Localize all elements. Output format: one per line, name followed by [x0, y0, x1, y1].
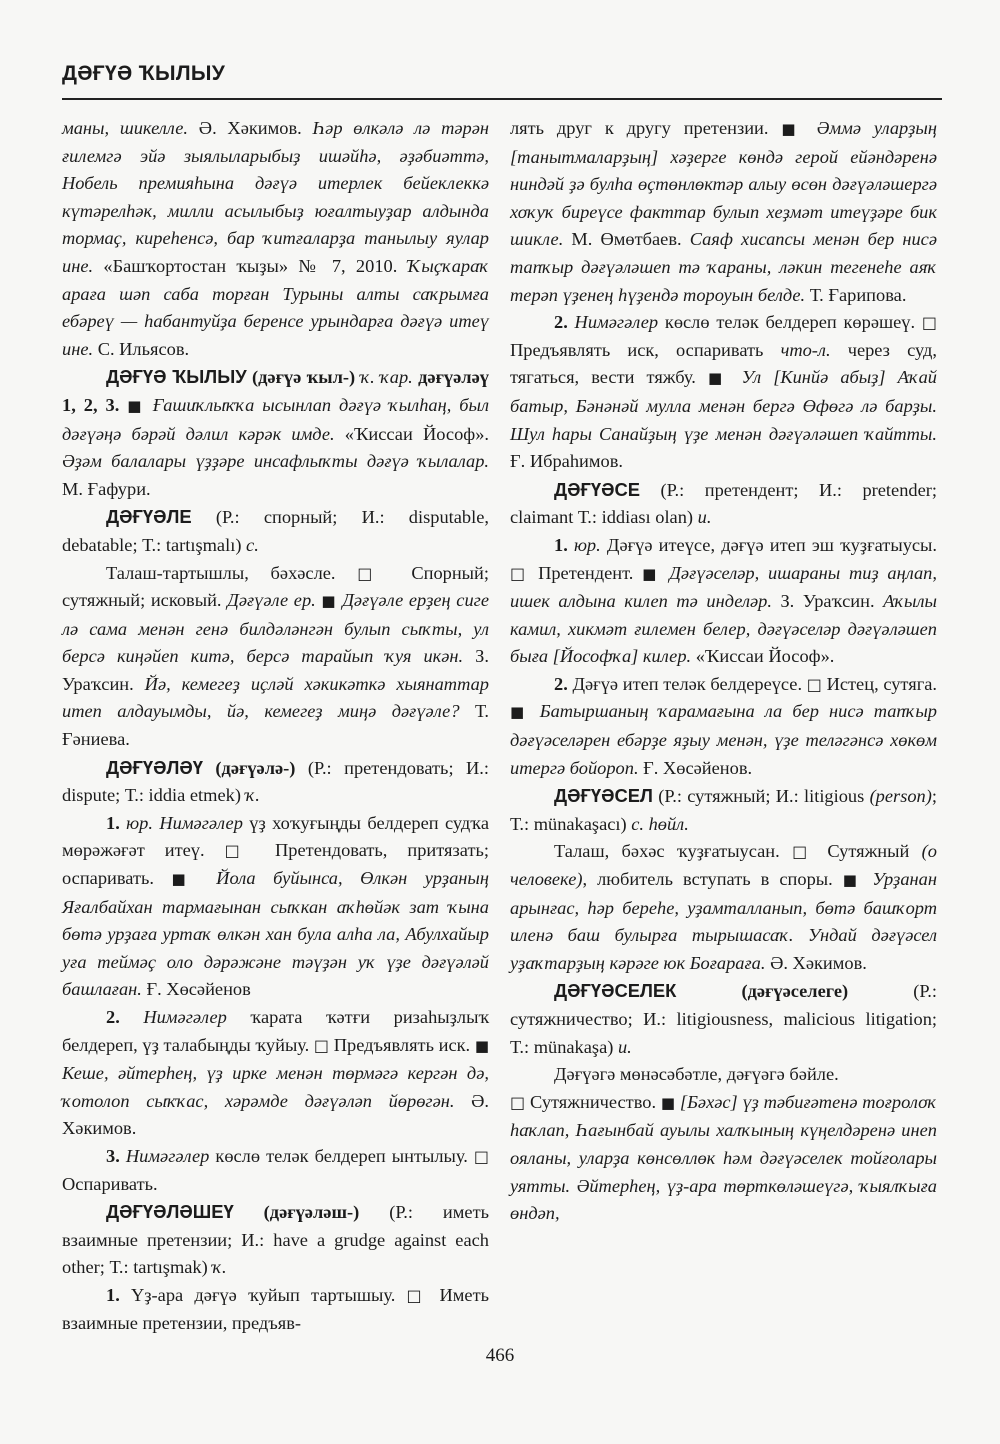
russian-equivalent: Предъявлять иск, оспаривать: [510, 339, 781, 360]
left-column: [62, 115, 489, 1337]
source: «Башҡортостан ҡыҙы» № 7, 2010.: [93, 255, 408, 276]
grammar-form: (дәғүә ҡыл-): [246, 367, 361, 388]
object-marker: Нимәгәлер: [567, 312, 659, 333]
source: Т. Ғәниева.: [62, 701, 489, 750]
page-number: 466: [485, 1345, 515, 1366]
black-square-icon: ■: [707, 369, 730, 388]
source: Ә. Хәкимов.: [188, 118, 313, 138]
russian-equivalent: лять друг к другу претензии.: [510, 118, 782, 138]
white-square-icon: □: [921, 313, 937, 333]
definition: көслө теләк белдереп көрәшеү.: [658, 312, 922, 333]
sense-2: [62, 1004, 489, 1143]
source: М. Өмөтбаев.: [563, 229, 690, 250]
definition: Талаш-тартышлы, бәхәсле.: [106, 562, 358, 583]
source: З. Ураҡсин.: [62, 646, 489, 694]
white-square-icon: □: [510, 563, 530, 583]
russian-equivalent: Спорный; сутяжный; исковый.: [62, 562, 489, 611]
right-column: [510, 115, 937, 1228]
pos-label: ҡ.: [212, 1257, 227, 1278]
object-marker: Нимәгәлер: [119, 1145, 210, 1166]
example-text: Ҡыҫҡараҡ араға шәп саба торған Турыны алты саҡрымға ебәреү — һабантуйҙа беренсе урындарға дәғүә итеү ине.: [62, 255, 489, 359]
example-text: Ул [Кинйә абыҙ] Аҡай батыр, Бәнәнәй мулла менән бергә Өфөгә лә барҙы. Шул һары Санайҙың үҙе менән дәғүәләшеп ҡайтты.: [510, 367, 937, 444]
entry-dauyasel: [510, 782, 937, 838]
entry-translation: [510, 1089, 937, 1228]
white-square-icon: □: [357, 563, 390, 583]
source: Т. Ғарипова.: [805, 284, 907, 305]
usage-label: юр.: [119, 812, 160, 833]
equivalents: (Р.: иметь взаимные претензии; И.: have a grudge against each other; Т.: tartışmak): [62, 1202, 489, 1278]
source: С. Ильясов.: [93, 338, 190, 359]
white-square-icon: □: [313, 1035, 330, 1055]
example-text: Кеше, әйтерһең, үҙ ирке менән төрмәгә кергән дә, ҡотолоп сыҡҡас, хәрәмде дәғүәләп йөрөгән.: [62, 1063, 489, 1111]
equivalents: ; Т.: münakaşacı): [510, 786, 937, 834]
example-text: Саяф хисапсы менән бер нисә тапҡыр дәғүәләшеп тә ҡараны, ләкин тегенеһе аяҡ терәп үҙенең һүҙендә тороуын белде.: [510, 229, 937, 305]
white-square-icon: □: [792, 842, 815, 862]
russian-equivalent: , любитель вступать в споры.: [582, 869, 843, 890]
russian-equivalent: Предъявлять иск.: [329, 1034, 475, 1055]
black-square-icon: ■: [842, 871, 863, 890]
grammar-form: (дәғүәселеге): [676, 981, 914, 1002]
sense-1: [510, 532, 937, 671]
definition: Үҙ-ара дәғүә ҡуйып тартышыу.: [119, 1284, 407, 1305]
russian-equivalent: Претендовать, притязать; оспаривать.: [62, 840, 489, 889]
entry-dauyalau: [62, 754, 489, 810]
example-text: Дәғүәле ерҙең сиге лә сама менән генә билдәләнгән булып сыҡты, ул берсә киңәйеп китә, берсә тарайып ҡуя икән.: [62, 590, 489, 667]
cross-reference: дәғүәләү 1, 2, 3.: [62, 367, 489, 415]
russian-equivalent: Претендент.: [529, 562, 643, 583]
source: Ғ. Хөсәйенов.: [638, 757, 753, 778]
sense-3: [62, 1143, 489, 1198]
definition: үҙ хоҡуғыңды белдереп судҡа мөрәжәғәт итеү.: [62, 812, 489, 861]
sense-1: [62, 1282, 489, 1337]
equivalents: (Р.: претендовать; И.: dispute; Т.: iddia etmek): [62, 757, 489, 806]
russian-equivalent: Сутяжный: [814, 841, 922, 862]
example-text: Әммә уларҙың [танытмаларҙың] хәҙерге көндә герой ейәндәренә ниндәй ҙә булһа өҫтөнлөктәр алыу өсөн дәғүәләшергә хоҡуҡ биреүсе факттар булып хеҙмәт итеүҙәре бик шикле.: [510, 118, 937, 250]
white-square-icon: □: [806, 674, 822, 694]
white-square-icon: □: [473, 1146, 489, 1166]
headword: ДӘҒҮӘЛӘШЕҮ: [106, 1201, 234, 1223]
sense-number: 1.: [106, 1284, 120, 1305]
example-text: Һәр өлкәлә лә тәрән ғилемгә эйә зыялыларыбыҙ ишәйһә, әҙәбиәттә, Нобель премияһына дәғүә итерлек бейеклеккә күтәрелһәк, милли асылыбыҙ юғалтыуҙар алдында тормаҫ, киреһенсә, бар ҡитғаларҙа танылыу яулар ине.: [62, 118, 490, 276]
sense-2: [510, 309, 937, 476]
headword: ДӘҒҮӘСЕЛ: [554, 785, 653, 807]
entry-dauyaselek: [510, 977, 937, 1061]
definition: Дәғүәгә мөнәсәбәтле, дәғүәгә бәйле.: [554, 1064, 839, 1085]
entry-definition: [510, 1061, 937, 1089]
source: З. Ураҡсин.: [771, 591, 884, 612]
source: «Ҡиссаи Йософ».: [334, 423, 489, 444]
black-square-icon: ■: [510, 703, 530, 722]
black-square-icon: ■: [171, 870, 199, 889]
equivalents-note: (person): [869, 786, 932, 807]
headword: ДӘҒҮӘСЕЛЕК: [554, 980, 677, 1002]
entry-continuation: [510, 115, 937, 309]
entry-dauyase: [510, 476, 937, 532]
sense-1: [62, 810, 489, 1004]
example-text: Урҙанан арынғас, һәр береһе, уҙамталланып, бөтә башҡорт иленә баш булырға тырышасаҡ. Ундай дәғүәсел уҙаҡтарҙың кәрәге юк Боғараға.: [510, 869, 937, 973]
grammar-form: (дәғүәлә-): [202, 757, 308, 778]
black-square-icon: ■: [642, 564, 661, 583]
sense-number: 1.: [554, 534, 568, 555]
black-square-icon: ■: [321, 592, 337, 611]
object-marker: Нимәгәлер: [159, 812, 243, 833]
grammar-form: (дәғүәләш-): [233, 1202, 390, 1223]
russian-equivalent: Истец, сутяга.: [821, 673, 937, 694]
sense-number: 2.: [554, 673, 568, 694]
russian-equivalent-note: что-л.: [780, 339, 831, 360]
entry-dauyalasheu: [62, 1198, 489, 1282]
object-marker: Нимәгәлер: [119, 1007, 227, 1027]
sense-number: 3.: [106, 1145, 120, 1166]
definition: Дәғүә итеүсе, дәғүә итеп эш ҡуҙғатыусы.: [600, 534, 938, 555]
black-square-icon: ■: [127, 396, 145, 415]
pos-label: с. һөйл.: [631, 813, 689, 834]
entry-dauyale: [62, 503, 489, 559]
example-text: Ғашиҡлыҡҡа ысынлап дәғүә ҡылһаң, был дәғүәңә бәрәй дәлил кәрәк имде.: [62, 394, 489, 444]
sense-number: 2.: [554, 312, 568, 333]
black-square-icon: ■: [660, 1093, 676, 1112]
phrase: Дәғүәле ер.: [227, 590, 316, 611]
definition: Талаш, бәхәс ҡуҙғатыусан.: [554, 841, 793, 862]
russian-equivalent: через суд, тягаться, вести тяжбу.: [510, 339, 937, 388]
example-text: Йола буйынса, Өлкән урҙаның Яғалбайхан тармағынан сыҡкан аҡһөйәк зат ҡына бөтә урҙаға уртаҡ өлкән хан була алһа ла, Абулхайыр уға теймәҫ оло дәрәжәне тәүҙән уҡ үҙе дәғүәләй башлаған.: [62, 868, 489, 1000]
example-text: Батыршаның ҡарамағына ла бер нисә тапҡыр дәғүәселәрен ебәрҙе яҙыу менән, үҙе теләгәнсә хөкөм итергә бойороп.: [510, 701, 937, 778]
example-text: Әҙәм балалары үҙҙәре инсафлыҡты дәғүә ҡылалар.: [62, 451, 489, 472]
white-square-icon: □: [406, 1285, 429, 1305]
equivalents: (Р.: претендент; И.: pretender; claimant Т.: iddiası olan): [510, 479, 937, 528]
definition: ҡарата ҡәтғи ризаһыҙлыҡ белдереп, үҙ талабыңды ҡуйыу.: [62, 1007, 489, 1055]
sense-number: 1.: [106, 812, 120, 833]
russian-equivalent-note: (о человеке): [510, 841, 937, 890]
headword: ДӘҒҮӘЛӘҮ: [106, 756, 203, 778]
headword: ДӘҒҮӘСЕ: [554, 478, 641, 500]
russian-equivalent: Оспаривать.: [62, 1173, 158, 1194]
pos-label: и.: [617, 1036, 632, 1057]
source: Ә. Хәкимов.: [765, 952, 867, 973]
source: Ғ. Ибраһимов.: [510, 451, 623, 472]
definition: көслө теләк белдереп ынтылыу.: [209, 1145, 474, 1166]
sense-number: 2.: [106, 1007, 120, 1027]
equivalents: (Р.: сутяжничество; И.: litigiousness, malicious litigation; Т.: münakaşa): [510, 981, 937, 1057]
russian-equivalent: Сутяжничество.: [525, 1091, 661, 1112]
source: М. Ғафури.: [62, 478, 151, 499]
sense-2: [510, 671, 937, 782]
pos-label: ҡ.: [245, 785, 260, 806]
source: Ә. Хәкимов.: [62, 1090, 490, 1139]
black-square-icon: ■: [781, 120, 804, 138]
example-text: Йә, кемегеҙ иҫләй хәкикәткә хыянаттар итеп алдауымды, йә, кемегеҙ миңә дәғүәле?: [62, 673, 489, 722]
header-rule: [62, 98, 942, 100]
pos-label: ҡ. ҡар.: [360, 367, 413, 388]
pos-label: с.: [246, 534, 259, 555]
entry-continuation: [62, 115, 489, 363]
source: «Ҡиссаи Йософ».: [691, 646, 835, 667]
entry-dauya-kylyu: [62, 363, 489, 503]
running-head: ДӘҒҮӘ ҠЫЛЫУ: [62, 62, 226, 85]
equivalents: (Р.: сутяжный; И.: litigious: [652, 786, 870, 807]
equivalents: (Р.: спорный; И.: disputable, debatable; Т.: tartışmalı): [62, 507, 489, 555]
black-square-icon: ■: [474, 1036, 489, 1055]
example-text: Аҡылы камил, хикмәт ғилемен белер, дәғүәселәр дәғүәләшеп быға [Йософҡа] килер.: [510, 591, 937, 667]
entry-definition: [510, 838, 937, 977]
white-square-icon: □: [510, 1092, 526, 1112]
russian-equivalent: Иметь взаимные претензии, предъяв-: [62, 1284, 489, 1333]
definition: Дәғүә итеп теләк белдереүсе.: [567, 673, 807, 694]
example-text: маны, шикелле.: [62, 118, 189, 138]
usage-label: юр.: [567, 534, 601, 555]
headword: ДӘҒҮӘ ҠЫЛЫУ: [106, 366, 247, 388]
pos-label: и.: [697, 507, 712, 528]
white-square-icon: □: [224, 841, 256, 861]
example-text: [Бәхәс] үҙ тәбиғәтенә тоғролоҡ һаҡлап, Һағынбай ауылы халҡының күңелдәренә инеп ояланы, уларҙа көнсөллөк һәм дәғүәселек тойғолары уятты. Әйтерһең, үҙ-ара төрткөләшеүгә, ҡыялҡыға өндәп,: [510, 1091, 937, 1224]
headword: ДӘҒҮӘЛЕ: [106, 506, 192, 528]
source: Ғ. Хөсәйенов: [141, 979, 251, 1000]
example-text: Дәғүәселәр, ишараны тиҙ аңлап, ишек алдына килеп тә инделәр.: [510, 562, 937, 612]
entry-definition: [62, 560, 489, 754]
